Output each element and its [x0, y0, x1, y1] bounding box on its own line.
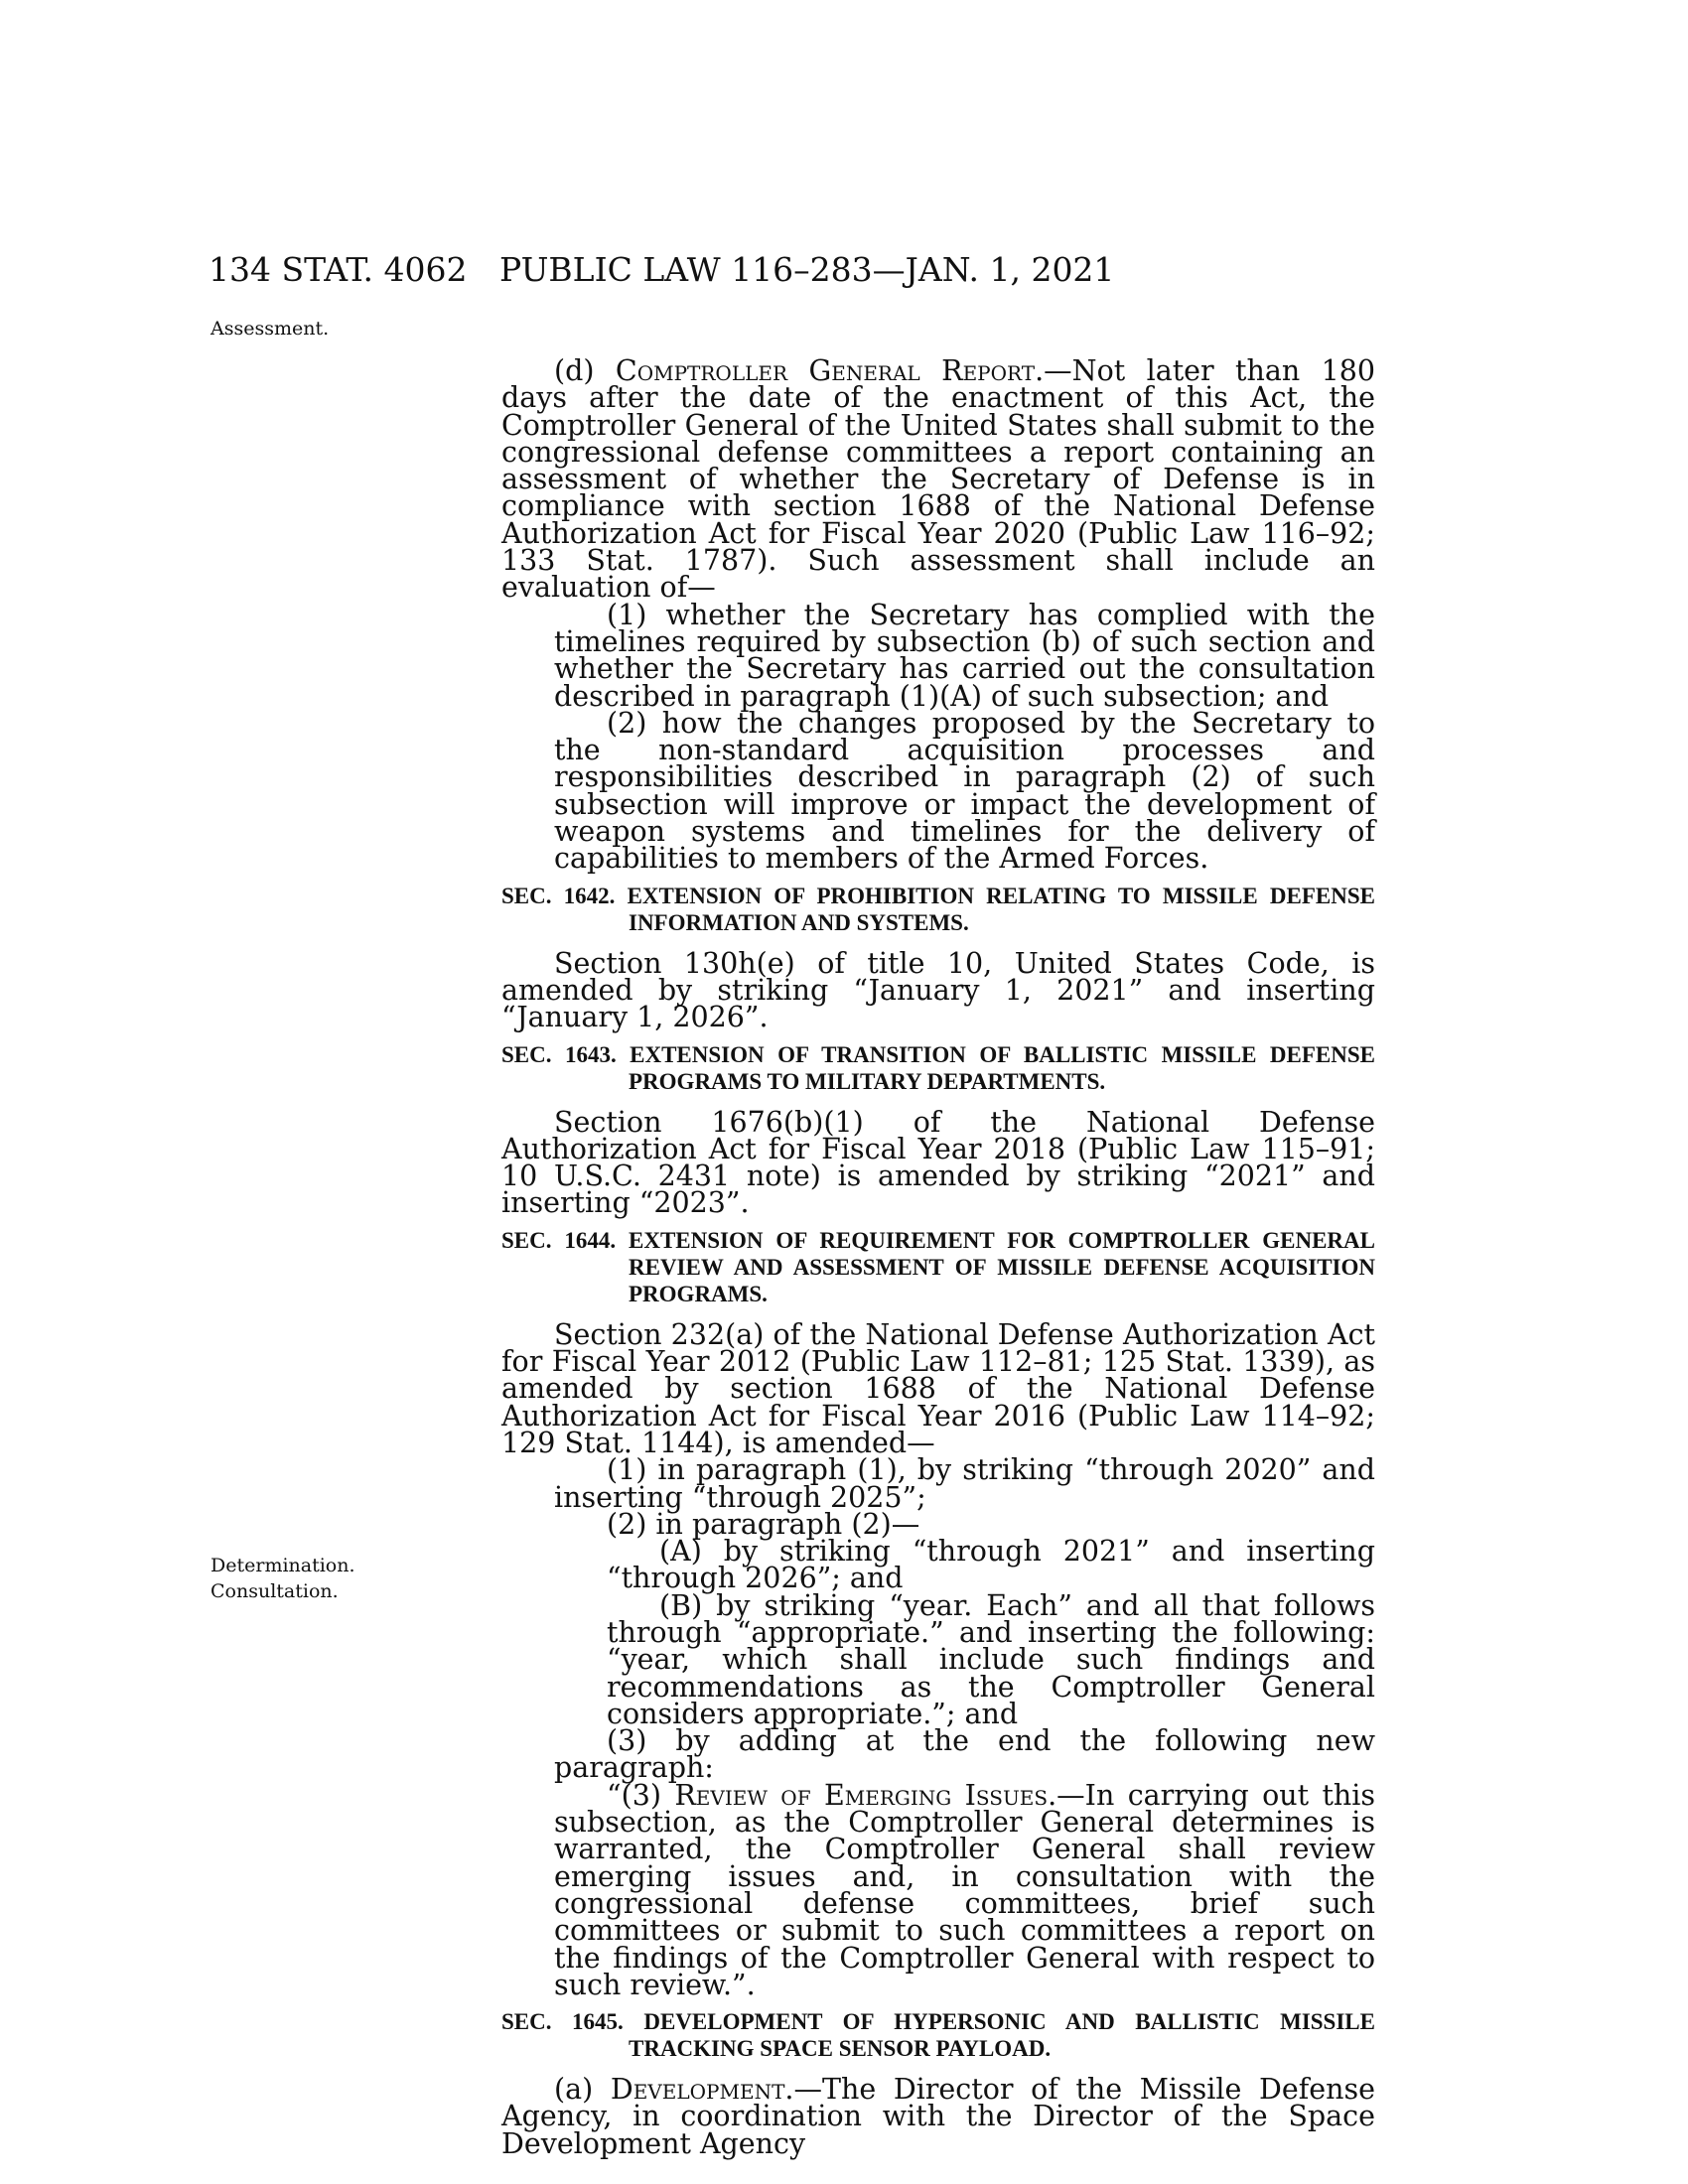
- margin-note-assessment: Assessment.: [211, 318, 330, 340]
- margin-note-determination: Determination.: [211, 1555, 355, 1576]
- subsection-a: (a) Development.—The Director of the Missile Defense Agency, in coordination with the Director of the Space Development Agency: [501, 2073, 1375, 2160]
- subparagraph-B: (B) by striking “year. Each” and all that follows through “appropriate.” and inserting the following: “year, which shall include such findings and recommendations as the Comptroller General considers appropriate.”; and: [607, 1588, 1375, 1730]
- page-stat-citation: 134 STAT. 4062: [209, 250, 468, 289]
- section-text-1643: Section 1676(b)(1) of the National Defense Authorization Act for Fiscal Year 2018 (Public Law 115–91; 10 U.S.C. 2431 note) is amended by striking “2021” and inserting “2023”.: [501, 1105, 1375, 1220]
- section-heading-1643: SEC. 1643. EXTENSION OF TRANSITION OF BALLISTIC MISSILE DEFENSE PROGRAMS TO MILITARY DEPARTMENTS.: [501, 1041, 1375, 1094]
- quoted-paragraph-3: “(3) Review of Emerging Issues.—In carrying out this subsection, as the Comptroller General determines is warranted, the Comptroller General shall review emerging issues and, in consultation with the congressional defense committees, brief such committees or submit to such committees a report on the findings of the Comptroller General with respect to such review.”.: [554, 1778, 1376, 2001]
- section-text-1644: Section 232(a) of the National Defense Authorization Act for Fiscal Year 2012 (Public Law 112–81; 125 Stat. 1339), as amended by section 1688 of the National Defense Authorization Act for Fiscal Year 2016 (Public Law 114–92; 129 Stat. 1144), is amended—: [501, 1317, 1375, 1459]
- subparagraph-A: (A) by striking “through 2021” and inserting “through 2026”; and: [607, 1535, 1375, 1595]
- paragraph-2: (2) how the changes proposed by the Secretary to the non-standard acquisition processes and responsibilities described in paragraph (2) of such subsection will improve or impact the development of weapon systems and timelines for the delivery of capabilities to members of the Armed Forces.: [554, 706, 1375, 876]
- section-text-1642: Section 130h(e) of title 10, United States Code, is amended by striking “January 1, 2021” and inserting “January 1, 2026”.: [501, 946, 1375, 1034]
- subsection-d: (d) Comptroller General Report.—Not later than 180 days after the date of the enactment of this Act, the Comptroller General of the United States shall submit to the congressional defense committees a report containing an assessment of whether the Secretary of Defense is in compliance with section 1688 of the National Defense Authorization Act for Fiscal Year 2020 (Public Law 116–92; 133 Stat. 1787). Such assessment shall include an evaluation of—: [501, 354, 1376, 605]
- paragraph-3: (3) by adding at the end the following new paragraph:: [554, 1724, 1375, 1785]
- quoted-heading: Review of Emerging Issues: [674, 1778, 1049, 1812]
- section-heading-1644: SEC. 1644. EXTENSION OF REQUIREMENT FOR COMPTROLLER GENERAL REVIEW AND ASSESSMENT OF MISSILE DEFENSE ACQUISITION PROGRAMS.: [501, 1227, 1375, 1306]
- subsection-heading: Comptroller General Report: [615, 354, 1036, 387]
- document-body: [501, 354, 1376, 2160]
- subsection-heading: Development: [610, 2073, 785, 2107]
- section-heading-1645: SEC. 1645. DEVELOPMENT OF HYPERSONIC AND BALLISTIC MISSILE TRACKING SPACE SENSOR PAYLOAD.: [501, 2009, 1375, 2062]
- paragraph-2: (2) in paragraph (2)—: [607, 1507, 920, 1541]
- paragraph-1: (1) in paragraph (1), by striking “through 2020” and inserting “through 2025”;: [554, 1453, 1375, 1514]
- margin-note-consultation: Consultation.: [211, 1580, 339, 1602]
- paragraph-1: (1) whether the Secretary has complied with the timelines required by subsection (b) of such section and whether the Secretary has carried out the consultation described in paragraph (1)(A) of such subsection; and: [554, 598, 1375, 713]
- running-header: PUBLIC LAW 116–283—JAN. 1, 2021: [499, 250, 1115, 289]
- section-heading-1642: SEC. 1642. EXTENSION OF PROHIBITION RELATING TO MISSILE DEFENSE INFORMATION AND SYSTEMS.: [501, 883, 1375, 935]
